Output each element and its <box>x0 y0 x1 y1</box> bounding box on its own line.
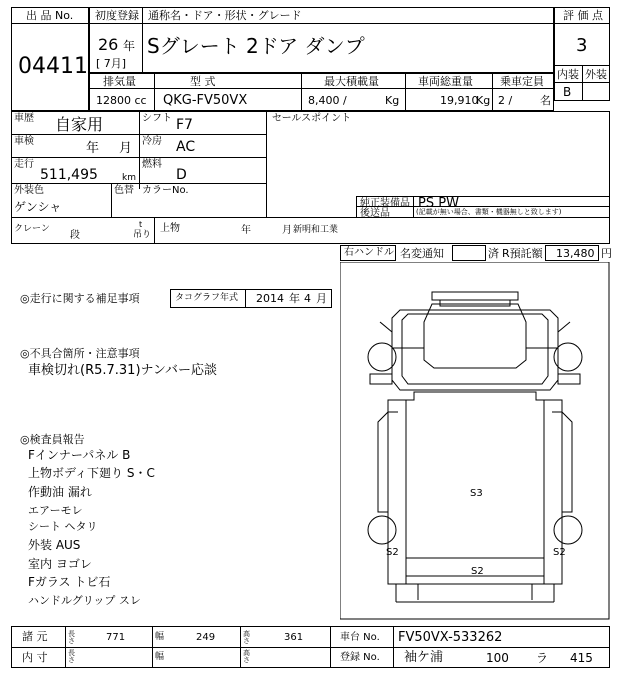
fuel-value: D <box>176 167 187 183</box>
recycle-amount: 13,480 <box>556 247 595 260</box>
inspector-item: 外装 AUS <box>28 538 81 552</box>
type-label: 型 式 <box>190 75 216 88</box>
max-load-label: 最大積載量 <box>324 75 379 88</box>
score-label: 評 価 点 <box>563 9 603 22</box>
crane-lift: 吊り <box>133 230 152 240</box>
registration-kana: ラ <box>536 651 549 665</box>
height-value: 361 <box>284 632 304 643</box>
first-reg-label: 初度登録 <box>95 9 139 22</box>
body-year: 年 <box>241 225 251 236</box>
gross-weight-value: 19,910 <box>440 94 479 107</box>
model-name-label: 通称名・ドア・形状・グレード <box>148 9 302 22</box>
history-value: 自家用 <box>55 115 104 134</box>
recycle-unit: 円 <box>601 247 612 260</box>
mileage-unit: km <box>122 173 136 183</box>
interior-dims-label: 内 寸 <box>22 651 48 664</box>
aftermarket-note: (記載が無い場合、書類・機器無しと致します) <box>416 208 562 216</box>
first-reg-month: [ 7月] <box>96 57 127 70</box>
recycle-label: R預託額 <box>502 247 543 260</box>
first-reg-year: 26 <box>98 35 119 54</box>
ext-color-value: ゲンシャ <box>14 200 62 214</box>
capacity-unit: 名 <box>540 94 551 107</box>
type-value: QKG-FV50VX <box>163 93 248 108</box>
fuel-label: 燃料 <box>142 159 162 170</box>
max-load-value: 8,400 / <box>308 94 347 107</box>
height-label: 高さ <box>243 630 250 645</box>
equipment-value: PS PW <box>418 196 459 211</box>
handle-value: 右ハンドル <box>344 247 394 258</box>
color-no-label: カラーNo. <box>142 185 189 196</box>
inspection-label: 車検 <box>14 136 34 147</box>
mileage-value: 511,495 <box>40 167 98 183</box>
registration-area: 袖ケ浦 <box>404 650 444 665</box>
inspector-item: 室内 ヨゴレ <box>28 557 92 571</box>
shift-label: シフト <box>142 113 172 124</box>
crane-ton: t <box>139 220 143 229</box>
damage-mark-body: S3 <box>470 488 483 499</box>
registration-number: 415 <box>570 651 593 665</box>
inspector-item: ハンドルグリップ スレ <box>28 594 141 607</box>
inspection-year: 年 <box>86 141 100 156</box>
capacity-value: 2 / <box>498 94 513 107</box>
capacity-label: 乗車定員 <box>500 75 544 88</box>
defect-item: 車検切れ(R5.7.31)ナンバー応談 <box>28 363 217 378</box>
gross-weight-unit: Kg <box>476 94 491 107</box>
displacement-label: 排気量 <box>103 75 136 88</box>
gross-weight-label: 車両総重量 <box>418 75 473 88</box>
registration-label: 登録 No. <box>340 652 380 663</box>
length-value: 771 <box>106 632 126 643</box>
inspection-month: 月 <box>119 141 133 156</box>
tax-label: 済 <box>488 247 499 260</box>
mileage-label: 走行 <box>14 159 34 170</box>
length-label: 長さ <box>68 630 75 645</box>
name-change-box <box>452 245 486 261</box>
score-value: 3 <box>576 35 588 56</box>
interior-label: 内装 <box>557 68 579 81</box>
aftermarket-label: 後送品 <box>360 208 390 219</box>
inspector-item: Fインナーパネル B <box>28 448 131 462</box>
tachograph-month: 4 <box>304 292 311 305</box>
tachograph-year-unit: 年 <box>289 292 300 305</box>
first-reg-year-unit: 年 <box>123 39 136 53</box>
name-change-label: 名変通知 <box>400 247 444 260</box>
exterior-label: 外装 <box>585 68 607 81</box>
ext-color-label: 外装色 <box>14 185 44 196</box>
registration-class: 100 <box>486 651 509 665</box>
sales-point-label: セールスポイント <box>272 113 352 124</box>
shift-value: F7 <box>176 117 193 133</box>
ac-value: AC <box>176 139 196 155</box>
width-value: 249 <box>196 632 216 643</box>
max-load-unit: Kg <box>385 94 400 107</box>
damage-mark-left-rear: S2 <box>386 547 399 558</box>
chassis-label: 車台 No. <box>340 632 380 643</box>
dims-label: 諸 元 <box>22 630 48 643</box>
displacement-value: 12800 cc <box>96 94 147 107</box>
color-change-label: 色替 <box>114 185 134 196</box>
tachograph-month-unit: 月 <box>316 292 327 305</box>
in-length-label: 長さ <box>68 649 75 664</box>
history-label: 車歴 <box>14 113 34 124</box>
lot-label: 出 品 No. <box>26 9 74 22</box>
driving-notes-label: ◎走行に関する補足事項 <box>20 292 140 305</box>
crane-label: クレーン <box>14 224 50 234</box>
equipment-label: 純正装備品 <box>360 198 410 209</box>
tachograph-year: 2014 <box>256 292 284 305</box>
body-month: 月 <box>282 225 292 236</box>
inspector-label: ◎検査員報告 <box>20 433 85 446</box>
body-maker: 新明和工業 <box>293 225 339 235</box>
defects-label: ◎不具合箇所・注意事項 <box>20 347 140 360</box>
inspector-item: 作動油 漏れ <box>28 485 92 499</box>
body-maker-label: 上物 <box>160 223 180 234</box>
lot-number: 04411 <box>18 54 88 79</box>
damage-mark-right-rear: S2 <box>553 547 566 558</box>
in-width-label: 幅 <box>155 652 165 662</box>
tachograph-label: タコグラフ年式 <box>175 293 239 303</box>
chassis-number: FV50VX-533262 <box>398 630 503 645</box>
interior-grade: B <box>563 85 572 99</box>
inspector-item: Fガラス トビ石 <box>28 575 111 589</box>
inspector-item: シート ヘタリ <box>28 520 98 533</box>
damage-mark-rear-panel: S2 <box>471 566 484 577</box>
model-name: Sグレート 2ドア ダンプ <box>147 34 365 58</box>
inspector-item: 上物ボディ下廻り S・C <box>28 466 155 480</box>
crane-stage: 段 <box>70 230 80 241</box>
inspector-item: エアーモレ <box>28 504 83 517</box>
width-label: 幅 <box>155 632 165 642</box>
ac-label: 冷房 <box>142 136 162 147</box>
in-height-label: 高さ <box>243 649 250 664</box>
